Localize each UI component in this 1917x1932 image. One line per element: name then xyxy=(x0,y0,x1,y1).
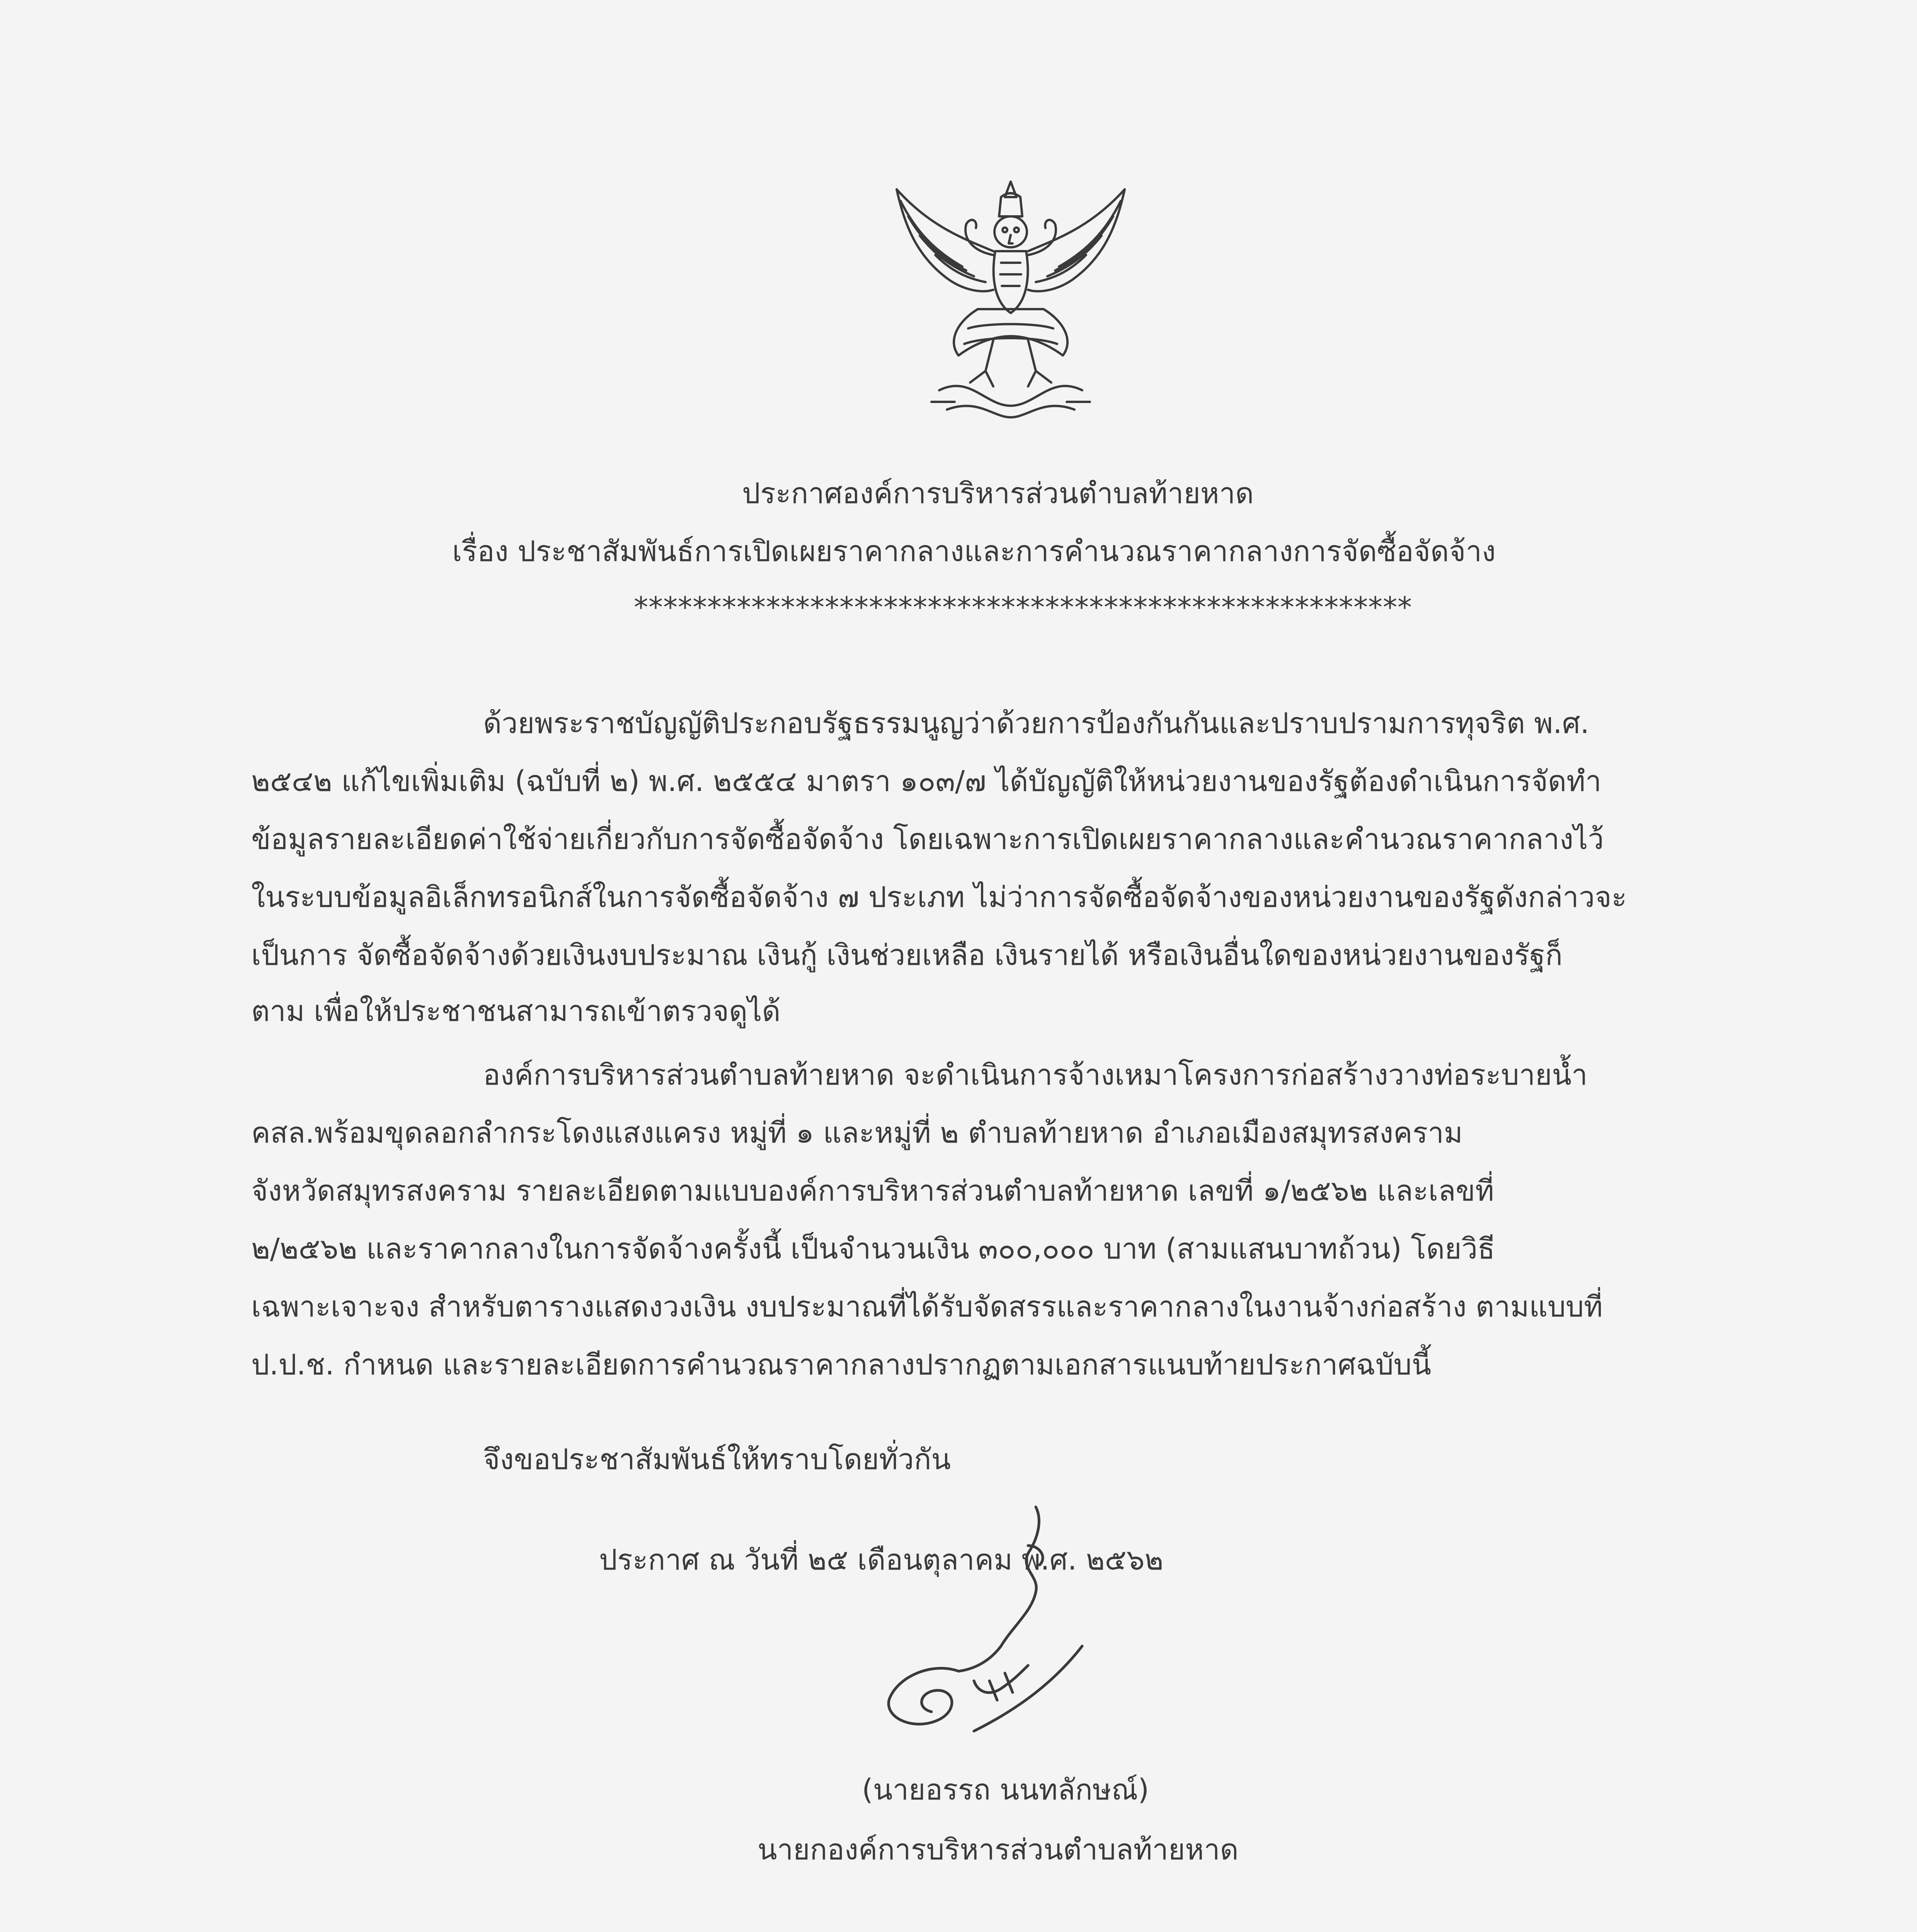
announcement-title: ประกาศองค์การบริหารส่วนตำบลท้ายหาด xyxy=(742,477,1254,510)
paragraph-1-line: เป็นการ จัดซื้อจัดจ้างด้วยเงินงบประมาณ เงินกู้ เงินช่วยเหลือ เงินรายได้ หรือเงินอื่นใดของหน่วยงานของรัฐก็ xyxy=(251,939,1563,972)
paragraph-2-line: ป.ป.ช. กำหนด และรายละเอียดการคำนวณราคากลางปรากฏตามเอกสารแนบท้ายประกาศฉบับนี้ xyxy=(251,1348,1432,1381)
paragraph-1-line: ในระบบข้อมูลอิเล็กทรอนิกส์ในการจัดซื้อจัดจ้าง ๗ ประเภท ไม่ว่าการจัดซื้อจัดจ้างของหน่วยงานของรัฐดังกล่าวจะ xyxy=(251,881,1627,914)
paragraph-2-line: องค์การบริหารส่วนตำบลท้ายหาด จะดำเนินการจ้างเหมาโครงการก่อสร้างวางท่อระบายน้ำ xyxy=(483,1058,1588,1092)
date-line: ประกาศ ณ วันที่ ๒๕ เดือนตุลาคม พ.ศ. ๒๕๖๒ xyxy=(599,1543,1164,1577)
garuda-emblem-icon xyxy=(870,174,1152,421)
paragraph-1-line: ข้อมูลรายละเอียดค่าใช้จ่ายเกี่ยวกับการจัดซื้อจัดจ้าง โดยเฉพาะการเปิดเผยราคากลางและคำนวณราคากลางไว้ xyxy=(251,823,1604,856)
paragraph-2-line: จังหวัดสมุทรสงคราม รายละเอียดตามแบบองค์การบริหารส่วนตำบลท้ายหาด เลขที่ ๑/๒๕๖๒ และเลขที่ xyxy=(251,1174,1494,1208)
paragraph-2-line: คสล.พร้อมขุดลอกลำกระโดงแสงแครง หมู่ที่ ๑ และหมู่ที่ ๒ ตำบลท้ายหาด อำเภอเมืองสมุทรสงคราม xyxy=(251,1116,1463,1150)
paragraph-1-line: ด้วยพระราชบัญญัติประกอบรัฐธรรมนูญว่าด้วยการป้องกันกันและปราบปรามการทุจริต พ.ศ. xyxy=(483,707,1590,740)
subject-line: เรื่อง ประชาสัมพันธ์การเปิดเผยราคากลางและการคำนวณราคากลางการจัดซื้อจัดจ้าง xyxy=(452,535,1496,568)
paragraph-1-line: ๒๕๔๒ แก้ไขเพิ่มเติม (ฉบับที่ ๒) พ.ศ. ๒๕๕๔ มาตรา ๑๐๓/๗ ได้บัญญัติให้หน่วยงานของรัฐต้องดำเนินการจัดทำ xyxy=(251,765,1602,798)
closing-line: จึงขอประชาสัมพันธ์ให้ทราบโดยทั่วกัน xyxy=(483,1443,951,1476)
handwritten-signature-icon xyxy=(873,1499,1105,1777)
paragraph-1-line: ตาม เพื่อให้ประชาชนสามารถเข้าตรวจดูได้ xyxy=(251,995,781,1028)
paragraph-2-line: ๒/๒๕๖๒ และราคากลางในการจัดจ้างครั้งนี้ เป็นจำนวนเงิน ๓๐๐,๐๐๐ บาท (สามแสนบาทถ้วน) โดยวิธี xyxy=(251,1232,1495,1265)
signatory-name: (นายอรรถ นนทลักษณ์) xyxy=(862,1773,1149,1806)
signatory-title: นายกองค์การบริหารส่วนตำบลท้ายหาด xyxy=(758,1833,1239,1866)
paragraph-2-line: เฉพาะเจาะจง สำหรับตารางแสดงวงเงิน งบประมาณที่ได้รับจัดสรรและราคากลางในงานจ้างก่อสร้าง ตามแบบที่ xyxy=(251,1290,1603,1323)
divider-stars: ***************************************************** xyxy=(634,591,1412,624)
